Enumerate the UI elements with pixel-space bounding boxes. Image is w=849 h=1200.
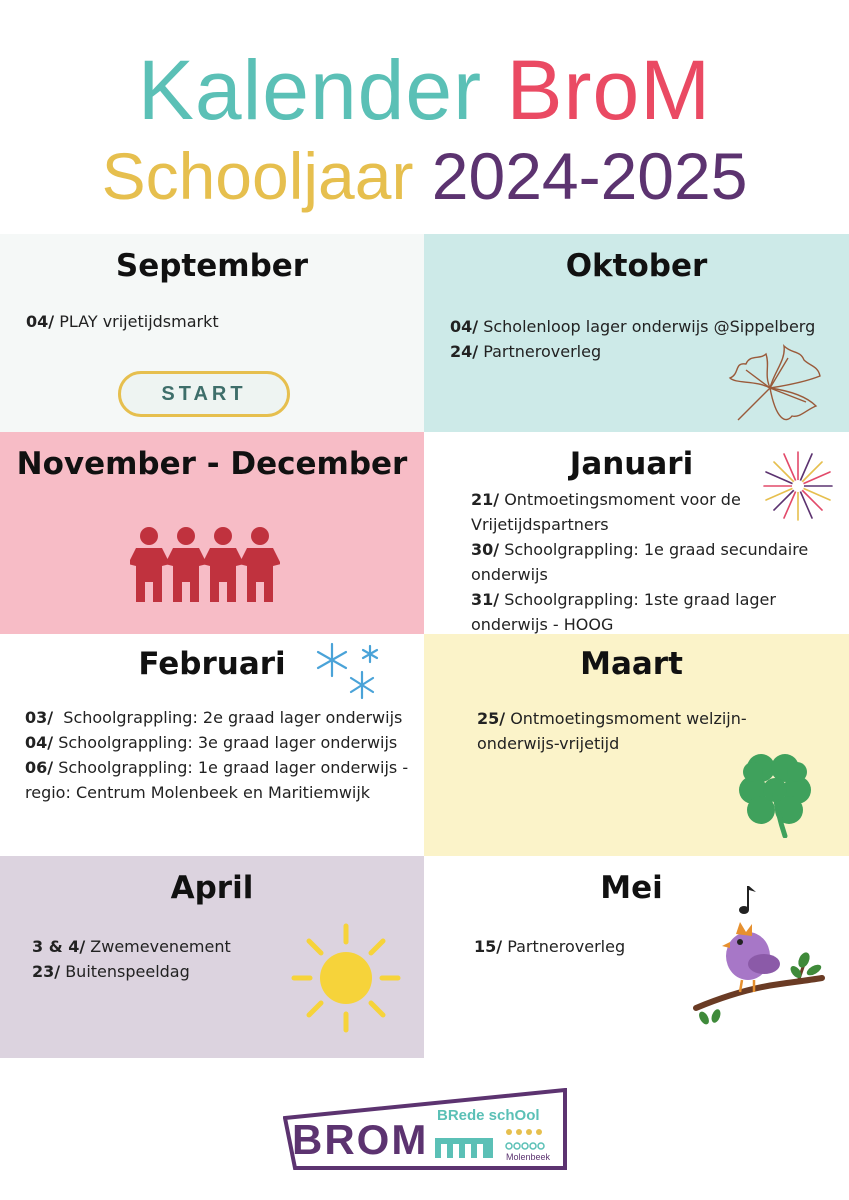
paper-dolls-icon <box>130 524 280 606</box>
events-januari <box>471 487 808 637</box>
event-item-continued: onderwijs-vrijetijd <box>477 734 620 753</box>
month-name: November - December <box>16 446 408 482</box>
event-item: 3 & 4/ Zwemevenement <box>32 937 231 956</box>
events-april <box>32 934 231 984</box>
event-item: 25/ Ontmoetingsmoment welzijn- <box>477 709 747 728</box>
month-name: Maart <box>580 646 683 682</box>
events-maart <box>477 706 747 756</box>
event-item: 24/ Partneroverleg <box>450 342 602 361</box>
month-name: Mei <box>600 870 663 906</box>
subtitle-part1: Schooljaar <box>101 139 414 213</box>
event-item: 15/ Partneroverleg <box>474 937 626 956</box>
month-name: Januari <box>569 446 694 482</box>
month-name: September <box>115 248 309 284</box>
event-item-continued: onderwijs <box>471 565 548 584</box>
title-part1: Kalender <box>137 43 483 137</box>
sun-icon <box>290 922 402 1034</box>
title-part2: BroM <box>506 43 712 137</box>
events-mei <box>474 934 625 959</box>
event-item: 03/ Schoolgrappling: 2e graad lager onderwijs <box>25 708 403 727</box>
leaf-icon <box>726 340 826 428</box>
school-year-title <box>0 136 849 216</box>
event-item: 04/ Scholenloop lager onderwijs @Sippelberg <box>450 317 816 336</box>
event-item-continued: onderwijs - HOOG <box>471 615 614 634</box>
logo-line2: Molenbeek <box>506 1152 551 1162</box>
fireworks-icon <box>760 448 836 524</box>
start-button[interactable]: START <box>118 371 290 417</box>
calendar-title <box>0 40 849 140</box>
events-september <box>26 309 219 334</box>
logo-line1: BRede schOol <box>437 1107 540 1124</box>
event-item: 31/ Schoolgrappling: 1ste graad lager <box>471 590 776 609</box>
event-item: 21/ Ontmoetingsmoment voor de <box>471 490 741 509</box>
month-name: April <box>170 870 254 906</box>
event-item: 23/ Buitenspeeldag <box>32 962 190 981</box>
events-februari <box>25 705 408 805</box>
event-item: 30/ Schoolgrappling: 1e graad secundaire <box>471 540 809 559</box>
clover-icon <box>733 750 817 838</box>
event-item-continued: Vrijetijdspartners <box>471 515 609 534</box>
event-item: 04/ Schoolgrappling: 3e graad lager onderwijs <box>25 733 398 752</box>
event-item-continued: regio: Centrum Molenbeek en Maritiemwijk <box>25 783 371 802</box>
event-item: 04/ PLAY vrijetijdsmarkt <box>26 312 219 331</box>
month-name: Oktober <box>565 248 708 284</box>
bird-icon <box>690 880 826 1030</box>
logo-big-text: BROM <box>292 1116 429 1163</box>
snowflakes-icon <box>312 640 384 702</box>
subtitle-part2: 2024-2025 <box>431 139 748 213</box>
event-item: 06/ Schoolgrappling: 1e graad lager onderwijs - <box>25 758 409 777</box>
month-name: Februari <box>138 646 286 682</box>
